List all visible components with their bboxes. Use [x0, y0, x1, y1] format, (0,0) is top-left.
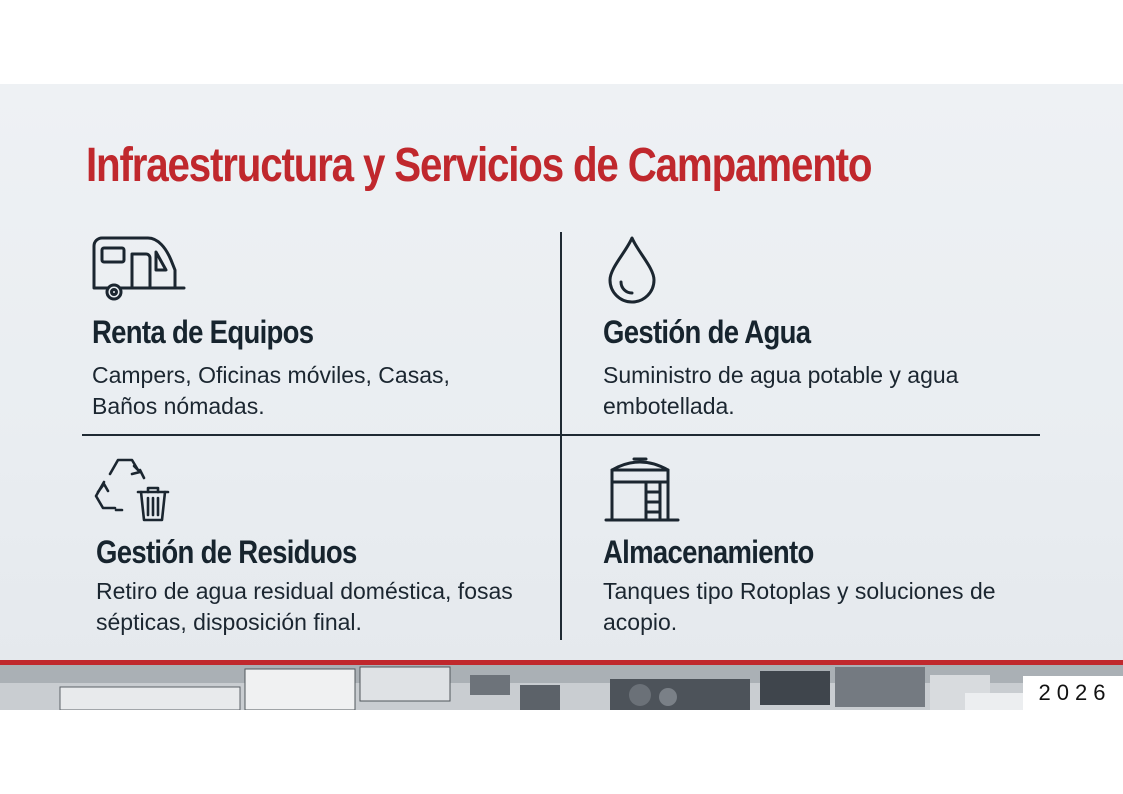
cell-title: Renta de Equipos — [92, 314, 314, 350]
cell-description: Suministro de agua potable y agua embotellada. — [603, 362, 959, 419]
camper-trailer-icon — [90, 234, 186, 304]
vertical-divider — [560, 232, 562, 640]
cell-description: Campers, Oficinas móviles, Casas, Baños nómadas. — [92, 362, 450, 419]
cell-waste-management — [92, 452, 532, 642]
cell-title: Gestión de Agua — [603, 314, 811, 350]
recycle-trash-icon — [92, 452, 170, 524]
cell-storage — [602, 452, 1042, 642]
year-label: 2026 — [1023, 676, 1123, 710]
cell-title: Gestión de Residuos — [96, 534, 357, 570]
slide — [0, 84, 1123, 710]
horizontal-divider — [82, 434, 1040, 436]
storage-tank-icon — [604, 452, 680, 524]
cell-water-management — [602, 234, 1042, 424]
cell-equipment-rental — [90, 234, 530, 424]
camp-photo-strip — [0, 665, 1123, 710]
cell-description: Retiro de agua residual doméstica, fosas sépticas, disposición final. — [96, 578, 513, 635]
slide-title: Infraestructura y Servicios de Campamento — [86, 139, 872, 192]
cell-title: Almacenamiento — [603, 534, 814, 570]
water-drop-icon — [604, 234, 660, 304]
cell-description: Tanques tipo Rotoplas y soluciones de acopio. — [603, 578, 996, 635]
